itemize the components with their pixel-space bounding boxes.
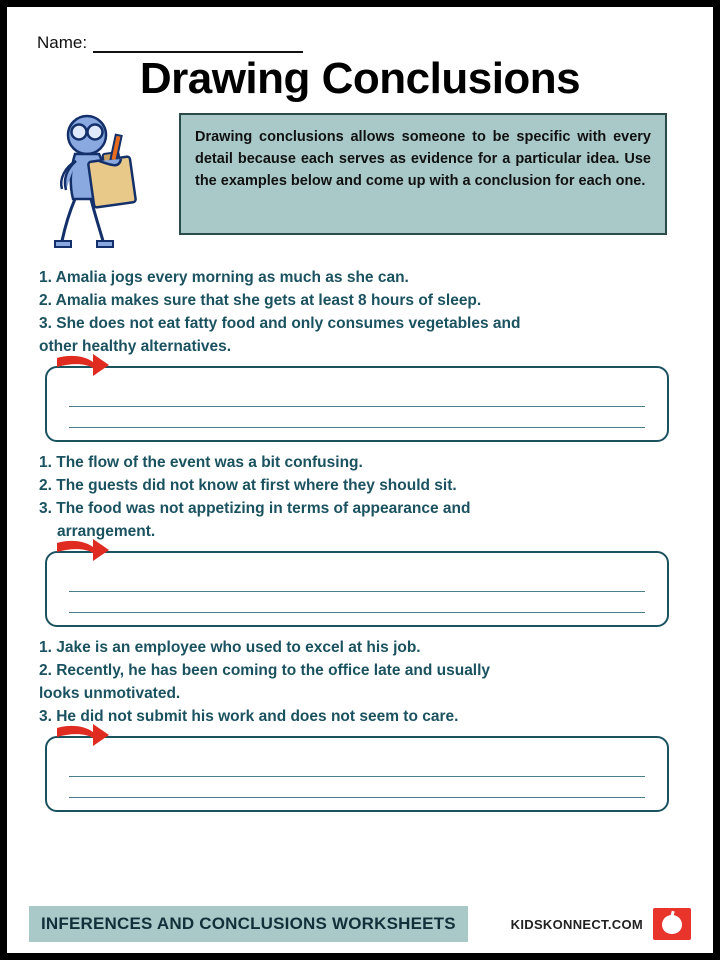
footer-site-label: KIDSKONNECT.COM <box>510 916 643 932</box>
red-arrow-icon <box>55 722 111 748</box>
footer-right <box>468 908 691 940</box>
answer-area-1 <box>45 366 669 442</box>
prompt-line: 3. The food was not appetizing in terms of appearance and <box>39 500 471 518</box>
prompt-line: 2. Recently, he has been coming to the office late and usually <box>39 662 491 680</box>
name-label: Name: <box>37 33 88 52</box>
exercise-section-2 <box>29 452 691 627</box>
answer-rule[interactable] <box>69 569 645 592</box>
footer-banner: INFERENCES AND CONCLUSIONS WORKSHEETS <box>29 906 468 942</box>
answer-rule[interactable] <box>69 384 645 407</box>
red-arrow-icon <box>55 537 111 563</box>
intro-box <box>179 113 667 235</box>
prompt-line: arrangement. <box>57 523 156 541</box>
name-input-line[interactable] <box>93 35 303 53</box>
answer-rule[interactable] <box>69 592 645 613</box>
prompt-line: other healthy alternatives. <box>39 338 232 356</box>
exercise-section-3 <box>29 637 691 812</box>
prompt-line: 1. The flow of the event was a bit confusing. <box>39 454 363 472</box>
prompt-line: 3. He did not submit his work and does not seem to care. <box>39 708 459 726</box>
intro-area <box>29 107 691 257</box>
exercise-section-1 <box>29 267 691 442</box>
prompt-line: 3. She does not eat fatty food and only consumes vegetables and <box>39 315 521 333</box>
name-row <box>37 27 691 53</box>
prompt-list-3 <box>39 637 691 728</box>
footer <box>29 905 691 943</box>
prompt-line: looks unmotivated. <box>39 685 181 703</box>
prompt-list-1 <box>39 267 691 358</box>
answer-rule[interactable] <box>69 754 645 777</box>
answer-area-3 <box>45 736 669 812</box>
apple-logo-icon <box>653 908 691 940</box>
prompt-line: 2. Amalia makes sure that she gets at least 8 hours of sleep. <box>39 292 482 310</box>
prompt-line: 1. Amalia jogs every morning as much as she can. <box>39 269 409 287</box>
prompt-line: 1. Jake is an employee who used to excel at his job. <box>39 639 421 657</box>
student-with-clipboard-icon <box>29 107 179 252</box>
answer-box-2[interactable] <box>45 551 669 627</box>
answer-area-2 <box>45 551 669 627</box>
answer-rule[interactable] <box>69 777 645 798</box>
answer-rule[interactable] <box>69 407 645 428</box>
page-title: Drawing Conclusions <box>139 54 581 103</box>
answer-box-3[interactable] <box>45 736 669 812</box>
intro-text: Drawing conclusions allows someone to be specific with every detail because each serves as evidence for a particular idea. Use the examples below and come up with a conclusion for each one. <box>195 129 651 189</box>
red-arrow-icon <box>55 352 111 378</box>
prompt-list-2 <box>39 452 691 543</box>
answer-box-1[interactable] <box>45 366 669 442</box>
prompt-line: 2. The guests did not know at first where they should sit. <box>39 477 457 495</box>
